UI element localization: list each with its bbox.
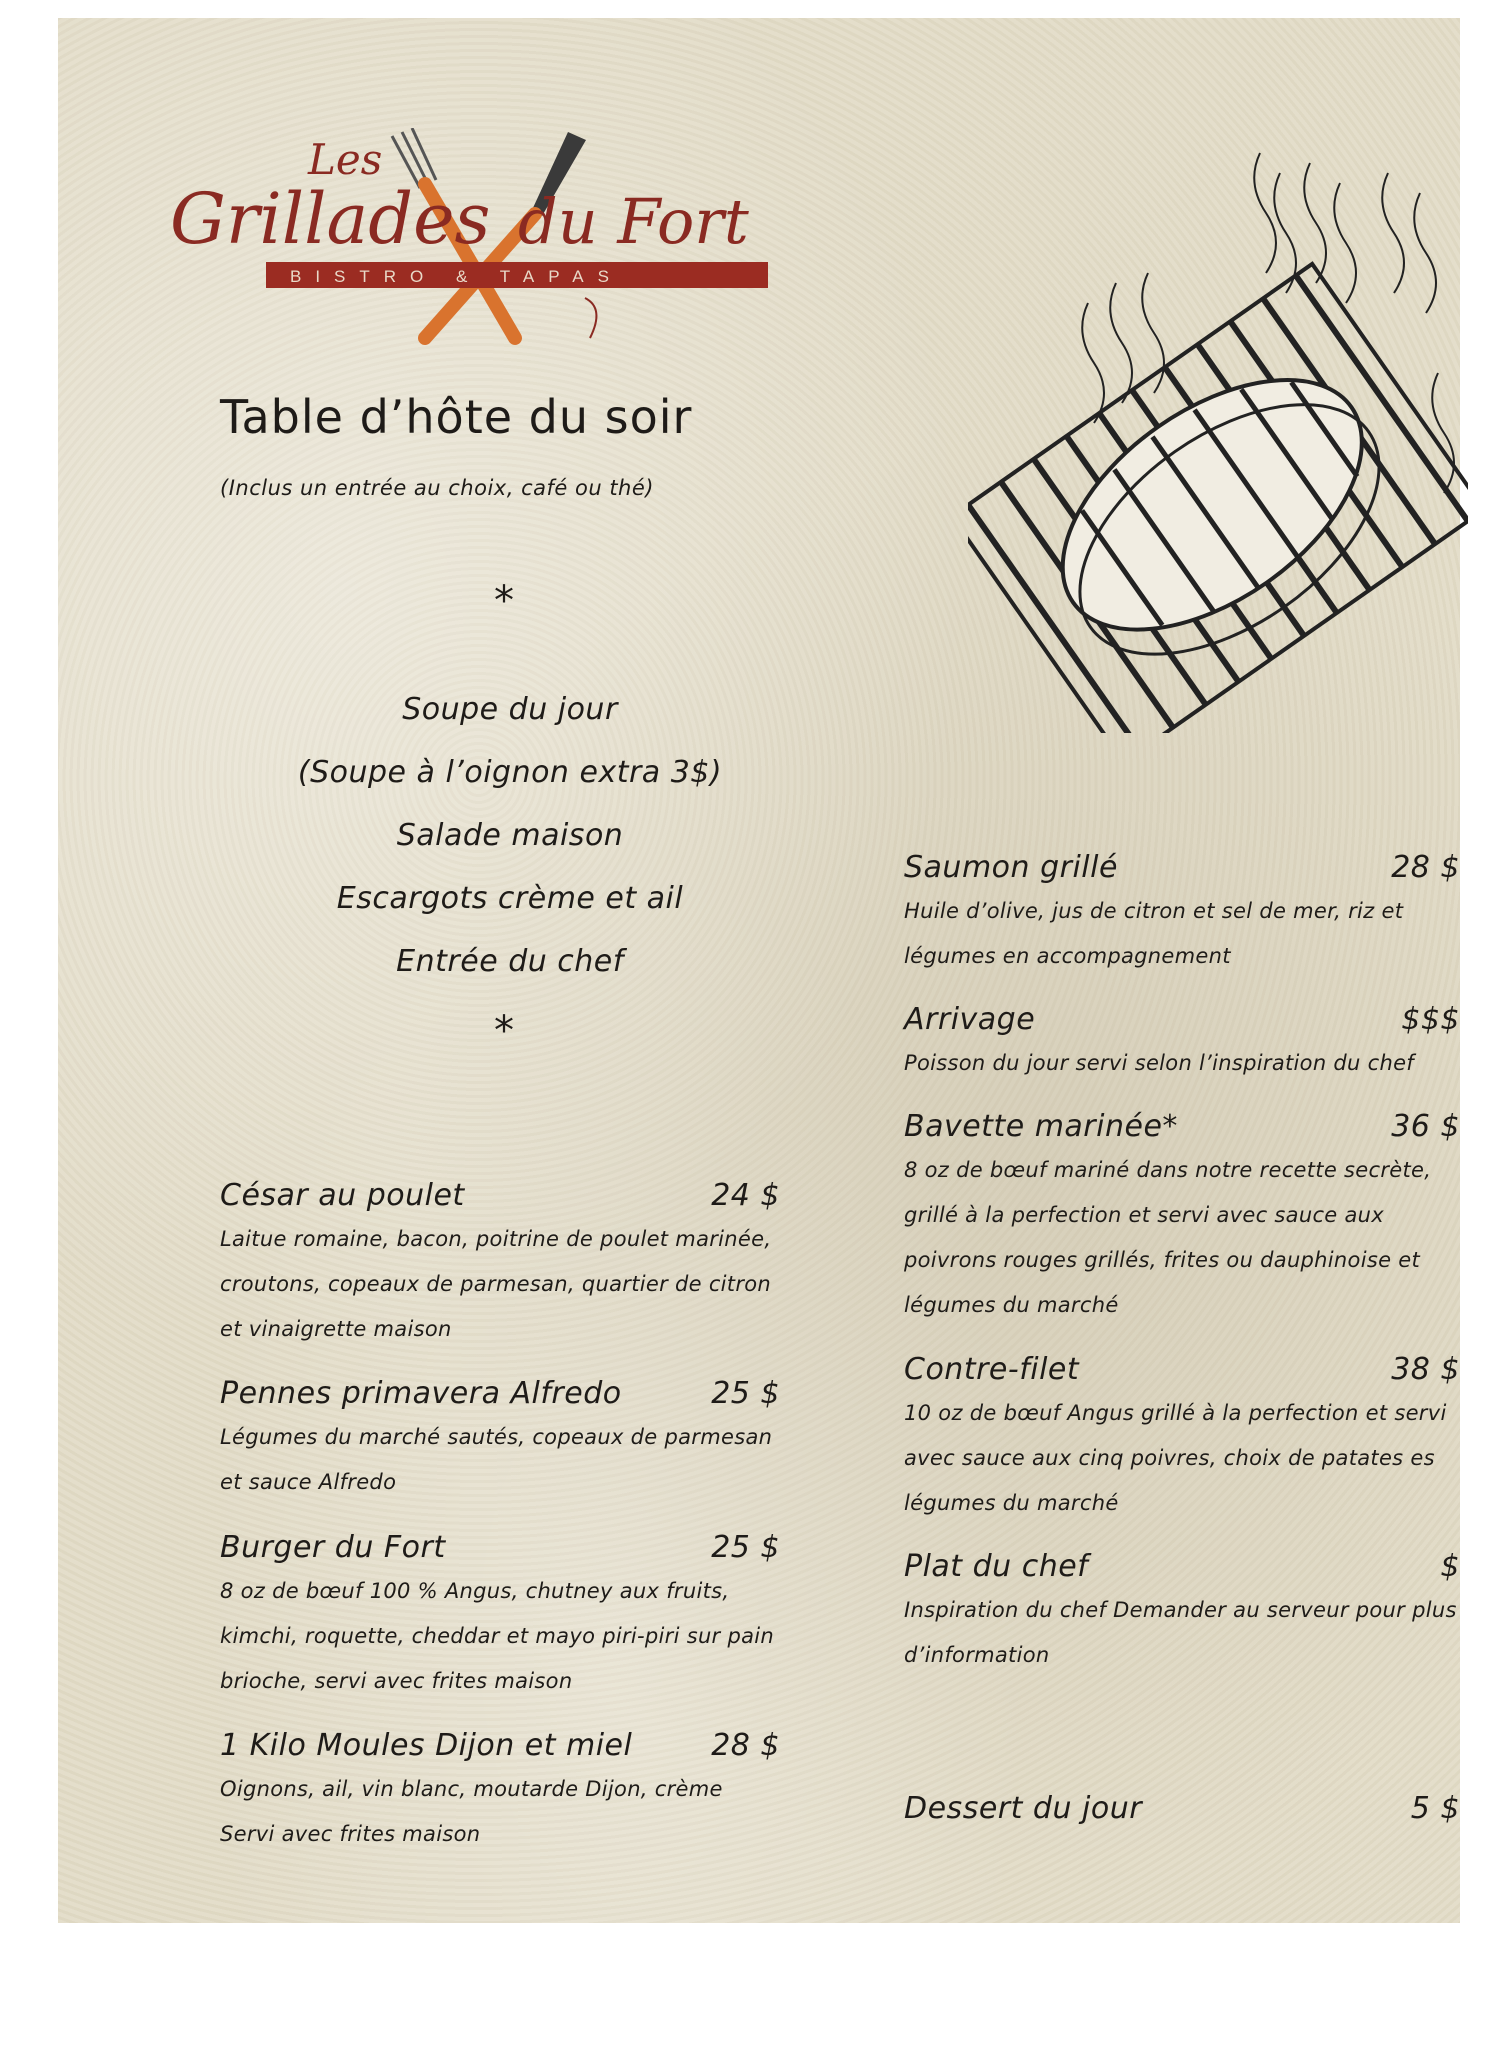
item-name: César au poulet [220,1178,465,1213]
menu-item [904,1002,1460,1086]
item-name: 1 Kilo Moules Dijon et miel [220,1728,633,1763]
logo-script-du-fort: du Fort [518,185,749,258]
menu-item [904,1549,1460,1678]
item-name: Dessert du jour [904,1791,1143,1826]
item-price: 36 $ [1391,1109,1460,1144]
page-title: Table d’hôte du soir [220,390,693,444]
item-price: $ [1440,1549,1460,1584]
menu-item [904,1109,1460,1328]
item-name: Burger du Fort [220,1530,446,1565]
item-price: 28 $ [1391,850,1460,885]
logo-banner-text: BISTRO & TAPAS [290,267,623,286]
grilled-steak-illustration [968,133,1468,733]
item-description: Légumes du marché sautés, copeaux de parmesan et sauce Alfredo [220,1425,773,1494]
item-name: Arrivage [904,1002,1036,1037]
item-price: 5 $ [1410,1791,1460,1826]
item-name: Plat du chef [904,1549,1089,1584]
separator-star-top: * [494,578,514,624]
item-price: 25 $ [711,1376,780,1411]
item-price: 25 $ [711,1530,780,1565]
logo-script-grillades: Grillades [170,178,491,260]
menu-item [220,1728,780,1857]
item-description: 8 oz de bœuf mariné dans notre recette secrète, grillé à la perfection et servi avec sauce aux poivrons rouges grillés, frites ou dauphinoise et légumes du marché [904,1158,1432,1317]
item-price: 38 $ [1391,1352,1460,1387]
item-price: 28 $ [711,1728,780,1763]
logo-script-les: Les [308,135,383,184]
page-subtitle: (Inclus un entrée au choix, café ou thé) [220,476,654,500]
separator-star-bottom: * [494,1008,514,1054]
grilled-steak-icon [968,133,1468,733]
item-price: 24 $ [711,1178,780,1213]
menu-item [220,1376,780,1505]
item-description: Huile d’olive, jus de citron et sel de mer, riz et légumes en accompagnement [904,899,1404,968]
item-description: Poisson du jour servi selon l’inspiration du chef [904,1051,1414,1075]
entree-choices [220,678,800,993]
entree-choice: Soupe du jour [402,692,618,727]
item-name: Bavette marinée* [904,1109,1178,1144]
item-description: Inspiration du chef Demander au serveur pour plus d’information [904,1598,1457,1667]
item-name: Pennes primavera Alfredo [220,1376,622,1411]
item-description: Laitue romaine, bacon, poitrine de poulet marinée, croutons, copeaux de parmesan, quartier de citron et vinaigrette maison [220,1227,772,1341]
item-description: 8 oz de bœuf 100 % Angus, chutney aux fruits, kimchi, roquette, cheddar et mayo piri-piri sur pain brioche, servi avec frites maison [220,1579,775,1693]
dessert-item [904,1791,1460,1826]
item-description: Oignons, ail, vin blanc, moutarde Dijon, crème Servi avec frites maison [220,1777,723,1846]
item-name: Contre-filet [904,1352,1080,1387]
entree-choice: Escargots crème et ail [336,881,684,916]
restaurant-logo [170,128,780,353]
item-price: $$$ [1401,1002,1460,1037]
item-description: 10 oz de bœuf Angus grillé à la perfection et servi avec sauce aux cinq poivres, choix de patates es légumes du marché [904,1401,1447,1515]
entree-choice: Entrée du chef [396,944,624,979]
entree-choice: Salade maison [396,818,624,853]
item-name: Saumon grillé [904,850,1118,885]
menu-item [904,850,1460,979]
menu-sheet [58,18,1460,1923]
menu-item [220,1178,780,1352]
entree-choice: (Soupe à l’oignon extra 3$) [297,755,723,790]
menu-item [220,1530,780,1704]
menu-item [904,1352,1460,1526]
logo-graphic [170,128,780,353]
